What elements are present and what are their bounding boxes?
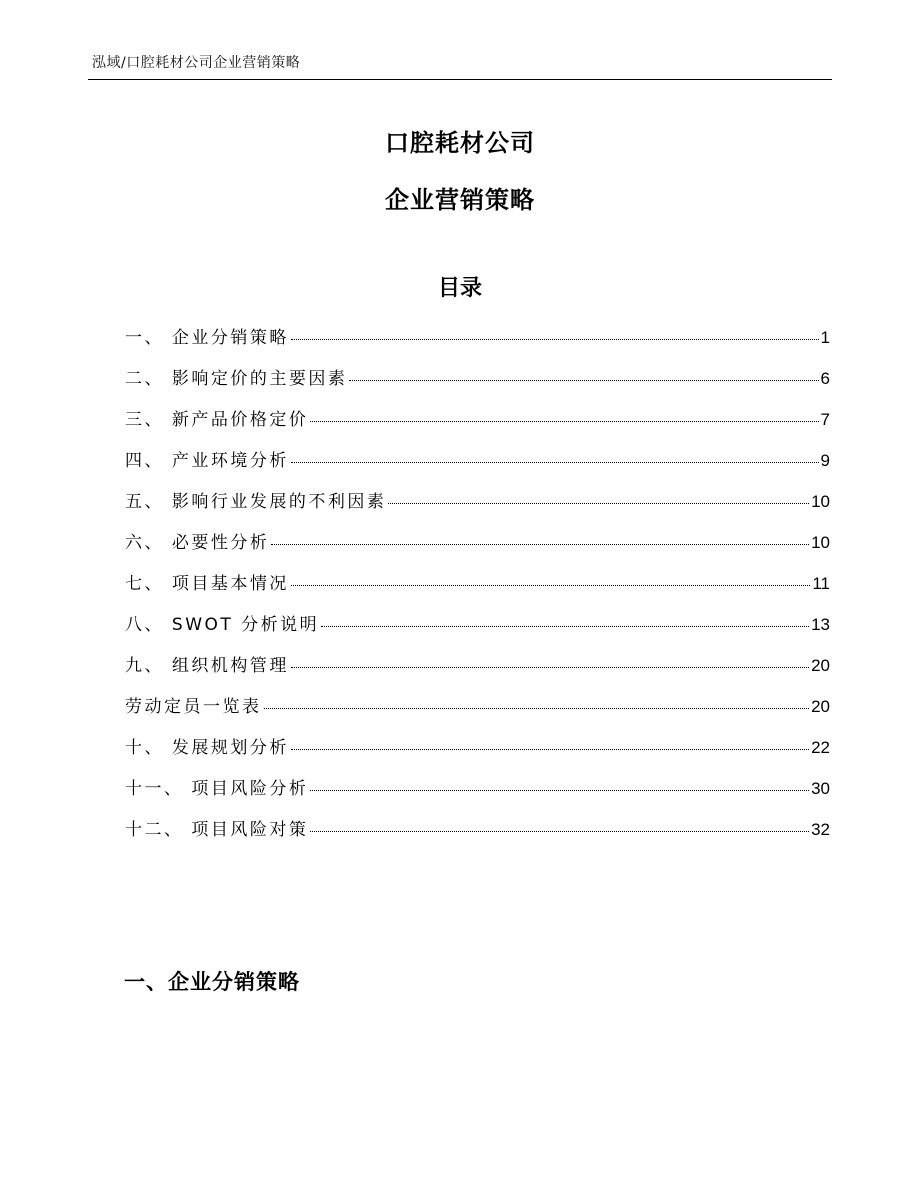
toc-entry[interactable]	[125, 610, 830, 651]
toc-entry-label: 一、 企业分销策略	[125, 328, 289, 348]
toc-entry-label: 二、 影响定价的主要因素	[125, 369, 348, 389]
toc-entry-label: 六、 必要性分析	[125, 533, 270, 553]
toc-leader-dots	[321, 626, 809, 627]
toc-entry-page: 30	[811, 779, 830, 798]
toc-leader-dots	[264, 708, 810, 709]
toc-entry-label: 十二、 项目风险对策	[125, 820, 309, 840]
toc-entry-page: 1	[820, 328, 830, 347]
toc-entry-label: 九、 组织机构管理	[125, 656, 289, 676]
toc-leader-dots	[291, 749, 809, 750]
toc-entry-page: 10	[811, 533, 830, 552]
section-heading: 一、企业分销策略	[124, 970, 300, 994]
toc-entry[interactable]	[125, 528, 830, 569]
toc-entry-page: 11	[812, 574, 830, 593]
toc-entry[interactable]	[125, 692, 830, 733]
toc-entry-page: 20	[811, 697, 830, 716]
toc-entry-page: 13	[811, 615, 830, 634]
toc-entry-label: 十、 发展规划分析	[125, 738, 289, 758]
toc-entry-page: 22	[811, 738, 830, 757]
toc-entry[interactable]	[125, 323, 830, 364]
toc-leader-dots	[310, 831, 809, 832]
toc-entry[interactable]	[125, 364, 830, 405]
toc-entry[interactable]	[125, 733, 830, 774]
toc-entry[interactable]	[125, 651, 830, 692]
toc-entry[interactable]	[125, 774, 830, 815]
toc-leader-dots	[291, 667, 809, 668]
toc-leader-dots	[291, 339, 819, 340]
table-of-contents	[125, 323, 830, 856]
toc-entry-label: 五、 影响行业发展的不利因素	[125, 492, 387, 512]
toc-entry-label: 八、 SWOT 分析说明	[125, 615, 320, 635]
toc-entry-page: 32	[811, 820, 830, 839]
toc-entry-page: 10	[811, 492, 830, 511]
toc-entry[interactable]	[125, 569, 830, 610]
toc-entry-label: 四、 产业环境分析	[125, 451, 289, 471]
toc-entry-label: 劳动定员一览表	[125, 697, 262, 717]
toc-entry[interactable]	[125, 487, 830, 528]
toc-entry-label: 十一、 项目风险分析	[125, 779, 309, 799]
toc-leader-dots	[271, 544, 809, 545]
document-title-line-2: 企业营销策略	[385, 186, 535, 214]
toc-entry-page: 20	[811, 656, 830, 675]
document-title-line-1: 口腔耗材公司	[385, 129, 535, 157]
toc-leader-dots	[388, 503, 809, 504]
toc-entry[interactable]	[125, 446, 830, 487]
toc-entry[interactable]	[125, 405, 830, 446]
toc-leader-dots	[310, 421, 818, 422]
toc-entry[interactable]	[125, 815, 830, 856]
toc-heading: 目录	[437, 276, 482, 301]
toc-leader-dots	[349, 380, 818, 381]
running-header: 泓域/口腔耗材公司企业营销策略	[92, 55, 301, 71]
toc-entry-page: 7	[820, 410, 830, 429]
toc-leader-dots	[291, 462, 819, 463]
toc-leader-dots	[310, 790, 809, 791]
toc-leader-dots	[291, 585, 810, 586]
header-divider	[88, 79, 832, 80]
toc-entry-page: 6	[820, 369, 830, 388]
toc-entry-label: 三、 新产品价格定价	[125, 410, 309, 430]
toc-entry-label: 七、 项目基本情况	[125, 574, 289, 594]
toc-entry-page: 9	[820, 451, 830, 470]
